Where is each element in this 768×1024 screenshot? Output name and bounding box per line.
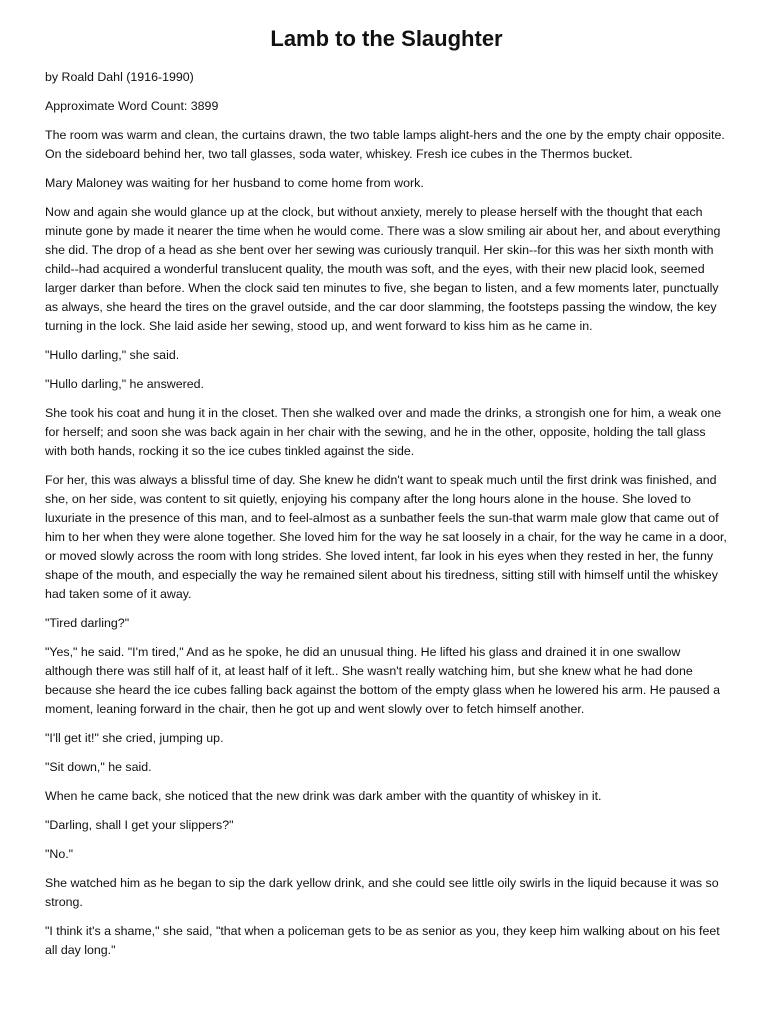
author-line: by Roald Dahl (1916-1990) xyxy=(45,70,194,84)
paragraph: "Darling, shall I get your slippers?" xyxy=(45,818,234,832)
paragraph: "I'll get it!" she cried, jumping up. xyxy=(45,731,224,745)
paragraph: She took his coat and hung it in the closet. Then she walked over and made the drinks, a strongish one for him, a weak one for herself; and soon she was back again in her chair with the sewing, and he in the other, opposite, holding the tall glass with both hands, rocking it so the ice cubes tinkled against the side. xyxy=(45,406,722,458)
paragraph: "Hullo darling," he answered. xyxy=(45,377,204,391)
paragraph: For her, this was always a blissful time of day. She knew he didn't want to speak much until the first drink was finished, and she, on her side, was content to sit quietly, enjoying his company after the long hours alone in the house. She loved to luxuriate in the presence of this man, and to feel-almost as a sunbather feels the sun-that warm male glow that came out of him to her when they were alone together. She loved him for the way he sat loosely in a chair, for the way he came in a door, or moved slowly across the room with long strides. She loved intent, far look in his eyes when they rested in her, the funny shape of the mouth, and especially the way he remained silent about his tiredness, sitting still with himself until the whiskey had taken some of it away. xyxy=(45,473,727,601)
paragraph: She watched him as he began to sip the dark yellow drink, and she could see little oily swirls in the liquid because it was so strong. xyxy=(45,876,719,909)
document-title: Lamb to the Slaughter xyxy=(270,26,503,51)
paragraph: "Yes," he said. "I'm tired," And as he spoke, he did an unusual thing. He lifted his glass and drained it in one swallow although there was still half of it, at least half of it left.. She wasn't really watching him, but she knew what he had done because she heard the ice cubes falling back against the bottom of the empty glass when he lowered his arm. He paused a moment, leaning forward in the chair, then he got up and went slowly over to fetch himself another. xyxy=(45,645,721,716)
paragraph: "No." xyxy=(45,847,74,861)
paragraph: "Tired darling?" xyxy=(45,616,130,630)
paragraph: "Hullo darling," she said. xyxy=(45,348,180,362)
paragraph: "I think it's a shame," she said, "that when a policeman gets to be as senior as you, they keep him walking about on his feet all day long." xyxy=(45,924,720,957)
paragraph: Mary Maloney was waiting for her husband to come home from work. xyxy=(45,176,424,190)
paragraph: Now and again she would glance up at the clock, but without anxiety, merely to please herself with the thought that each minute gone by made it nearer the time when he would come. There was a slow smiling air about her, and about everything she did. The drop of a head as she bent over her sewing was curiously tranquil. Her skin--for this was her sixth month with child--had acquired a wonderful translucent quality, the mouth was soft, and the eyes, with their new placid look, seemed larger darker than before. When the clock said ten minutes to five, she began to listen, and a few moments later, punctually as always, she heard the tires on the gravel outside, and the car door slamming, the footsteps passing the window, the key turning in the lock. She laid aside her sewing, stood up, and went forward to kiss him as he came in. xyxy=(45,205,721,333)
paragraph: When he came back, she noticed that the new drink was dark amber with the quantity of whiskey in it. xyxy=(45,789,602,803)
paragraph: The room was warm and clean, the curtains drawn, the two table lamps alight-hers and the one by the empty chair opposite. On the sideboard behind her, two tall glasses, soda water, whiskey. Fresh ice cubes in the Thermos bucket. xyxy=(45,128,725,161)
word-count-line: Approximate Word Count: 3899 xyxy=(45,99,219,113)
paragraph: "Sit down," he said. xyxy=(45,760,152,774)
document-page xyxy=(45,24,728,970)
